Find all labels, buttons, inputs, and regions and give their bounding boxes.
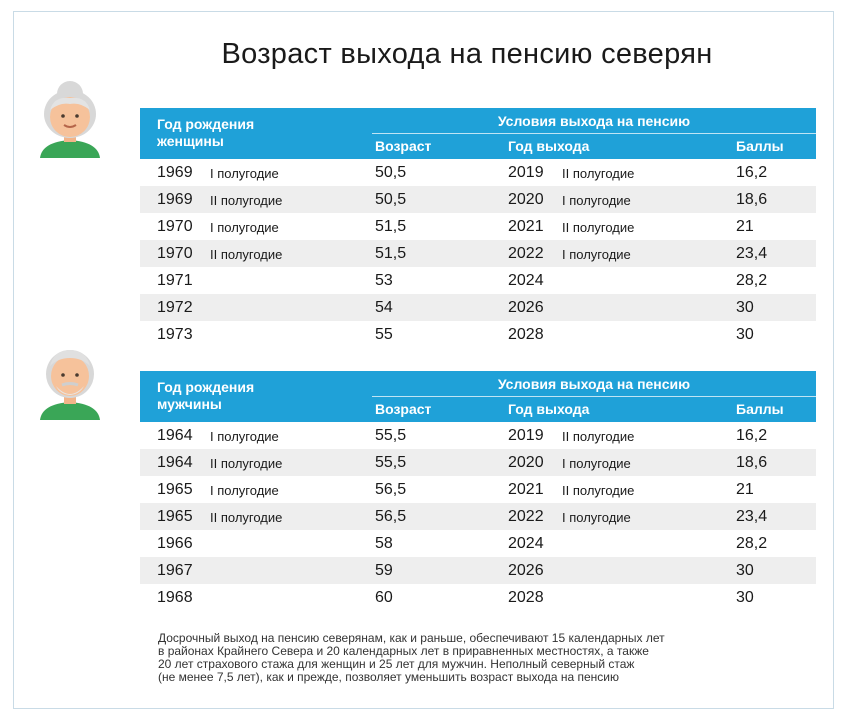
points-cell: 23,4: [736, 508, 768, 525]
birth-year-cell: 1965: [157, 508, 193, 525]
exit-year-header: Год выхода: [508, 401, 590, 417]
table-row: [140, 584, 816, 611]
points-cell: 28,2: [736, 535, 768, 552]
exit-half-cell: II полугодие: [562, 220, 635, 235]
birth-half-cell: I полугодие: [210, 483, 279, 498]
points-cell: 21: [736, 218, 754, 235]
header-divider: [372, 133, 816, 134]
exit-half-cell: II полугодие: [562, 429, 635, 444]
table-row: [140, 449, 816, 476]
birth-year-cell: 1970: [157, 218, 193, 235]
points-cell: 28,2: [736, 272, 768, 289]
table-row: [140, 267, 816, 294]
birth-year-header: Год рождения мужчины: [157, 379, 255, 412]
age-cell: 50,5: [375, 191, 407, 208]
men-rows: [140, 422, 816, 611]
birth-half-cell: II полугодие: [210, 456, 283, 471]
birth-year-cell: 1966: [157, 535, 193, 552]
birth-half-cell: I полугодие: [210, 429, 279, 444]
points-cell: 30: [736, 589, 754, 606]
points-cell: 18,6: [736, 454, 768, 471]
table-row: [140, 213, 816, 240]
table-row: [140, 503, 816, 530]
age-cell: 55: [375, 326, 393, 343]
age-cell: 60: [375, 589, 393, 606]
age-cell: 53: [375, 272, 393, 289]
points-header: Баллы: [736, 138, 784, 154]
points-cell: 18,6: [736, 191, 768, 208]
exit-year-cell: 2024: [508, 535, 544, 552]
table-row: [140, 422, 816, 449]
exit-year-cell: 2019: [508, 427, 544, 444]
exit-year-cell: 2028: [508, 326, 544, 343]
age-cell: 55,5: [375, 454, 407, 471]
table-row: [140, 557, 816, 584]
age-cell: 51,5: [375, 245, 407, 262]
birth-half-cell: II полугодие: [210, 510, 283, 525]
footnote-line: Досрочный выход на пенсию северянам, как и раньше, обеспечивают 15 календарных лет: [158, 631, 665, 645]
exit-half-cell: I полугодие: [562, 193, 631, 208]
exit-half-cell: II полугодие: [562, 483, 635, 498]
exit-year-cell: 2021: [508, 481, 544, 498]
table-row: [140, 321, 816, 348]
elderly-man-icon: [34, 336, 106, 420]
points-cell: 23,4: [736, 245, 768, 262]
age-cell: 58: [375, 535, 393, 552]
women-table-header: [140, 108, 816, 159]
points-cell: 21: [736, 481, 754, 498]
men-table-header: [140, 371, 816, 422]
header-divider: [372, 396, 816, 397]
age-cell: 50,5: [375, 164, 407, 181]
exit-year-cell: 2026: [508, 562, 544, 579]
birth-year-header: Год рождения женщины: [157, 116, 255, 149]
exit-year-cell: 2024: [508, 272, 544, 289]
birth-year-cell: 1970: [157, 245, 193, 262]
age-cell: 51,5: [375, 218, 407, 235]
age-cell: 55,5: [375, 427, 407, 444]
page-title: Возраст выхода на пенсию северян: [221, 38, 713, 70]
men-table: [140, 371, 816, 611]
footnote-line: (не менее 7,5 лет), как и прежде, позволяет уменьшить возраст выхода на пенсию: [158, 670, 619, 684]
age-header: Возраст: [375, 138, 432, 154]
table-row: [140, 240, 816, 267]
birth-year-cell: 1964: [157, 427, 193, 444]
points-cell: 16,2: [736, 164, 768, 181]
table-row: [140, 530, 816, 557]
table-row: [140, 186, 816, 213]
age-cell: 54: [375, 299, 393, 316]
birth-year-cell: 1968: [157, 589, 193, 606]
exit-half-cell: II полугодие: [562, 166, 635, 181]
exit-year-header: Год выхода: [508, 138, 590, 154]
footnote-line: в районах Крайнего Севера и 20 календарных лет в приравненных местностях, а также: [158, 644, 649, 658]
exit-half-cell: I полугодие: [562, 510, 631, 525]
birth-year-cell: 1964: [157, 454, 193, 471]
birth-year-cell: 1967: [157, 562, 193, 579]
age-cell: 56,5: [375, 508, 407, 525]
birth-half-cell: II полугодие: [210, 193, 283, 208]
table-row: [140, 294, 816, 321]
age-cell: 59: [375, 562, 393, 579]
points-cell: 30: [736, 562, 754, 579]
women-rows: [140, 159, 816, 348]
age-cell: 56,5: [375, 481, 407, 498]
birth-year-cell: 1973: [157, 326, 193, 343]
birth-year-cell: 1965: [157, 481, 193, 498]
birth-half-cell: I полугодие: [210, 220, 279, 235]
exit-year-cell: 2022: [508, 508, 544, 525]
age-header: Возраст: [375, 401, 432, 417]
points-header: Баллы: [736, 401, 784, 417]
exit-year-cell: 2028: [508, 589, 544, 606]
exit-year-cell: 2026: [508, 299, 544, 316]
birth-year-cell: 1972: [157, 299, 193, 316]
birth-year-cell: 1971: [157, 272, 193, 289]
exit-year-cell: 2021: [508, 218, 544, 235]
conditions-header: Условия выхода на пенсию: [497, 113, 691, 129]
points-cell: 16,2: [736, 427, 768, 444]
birth-year-cell: 1969: [157, 164, 193, 181]
exit-half-cell: I полугодие: [562, 456, 631, 471]
table-row: [140, 476, 816, 503]
points-cell: 30: [736, 326, 754, 343]
women-table: [140, 108, 816, 348]
exit-year-cell: 2022: [508, 245, 544, 262]
exit-half-cell: I полугодие: [562, 247, 631, 262]
points-cell: 30: [736, 299, 754, 316]
conditions-header: Условия выхода на пенсию: [497, 376, 691, 392]
birth-half-cell: II полугодие: [210, 247, 283, 262]
birth-year-cell: 1969: [157, 191, 193, 208]
exit-year-cell: 2020: [508, 191, 544, 208]
exit-year-cell: 2020: [508, 454, 544, 471]
birth-half-cell: I полугодие: [210, 166, 279, 181]
table-row: [140, 159, 816, 186]
exit-year-cell: 2019: [508, 164, 544, 181]
footnote: [158, 632, 798, 684]
footnote-line: 20 лет страхового стажа для женщин и 25 лет для мужчин. Неполный северный стаж: [158, 657, 635, 671]
elderly-woman-icon: [34, 74, 106, 158]
